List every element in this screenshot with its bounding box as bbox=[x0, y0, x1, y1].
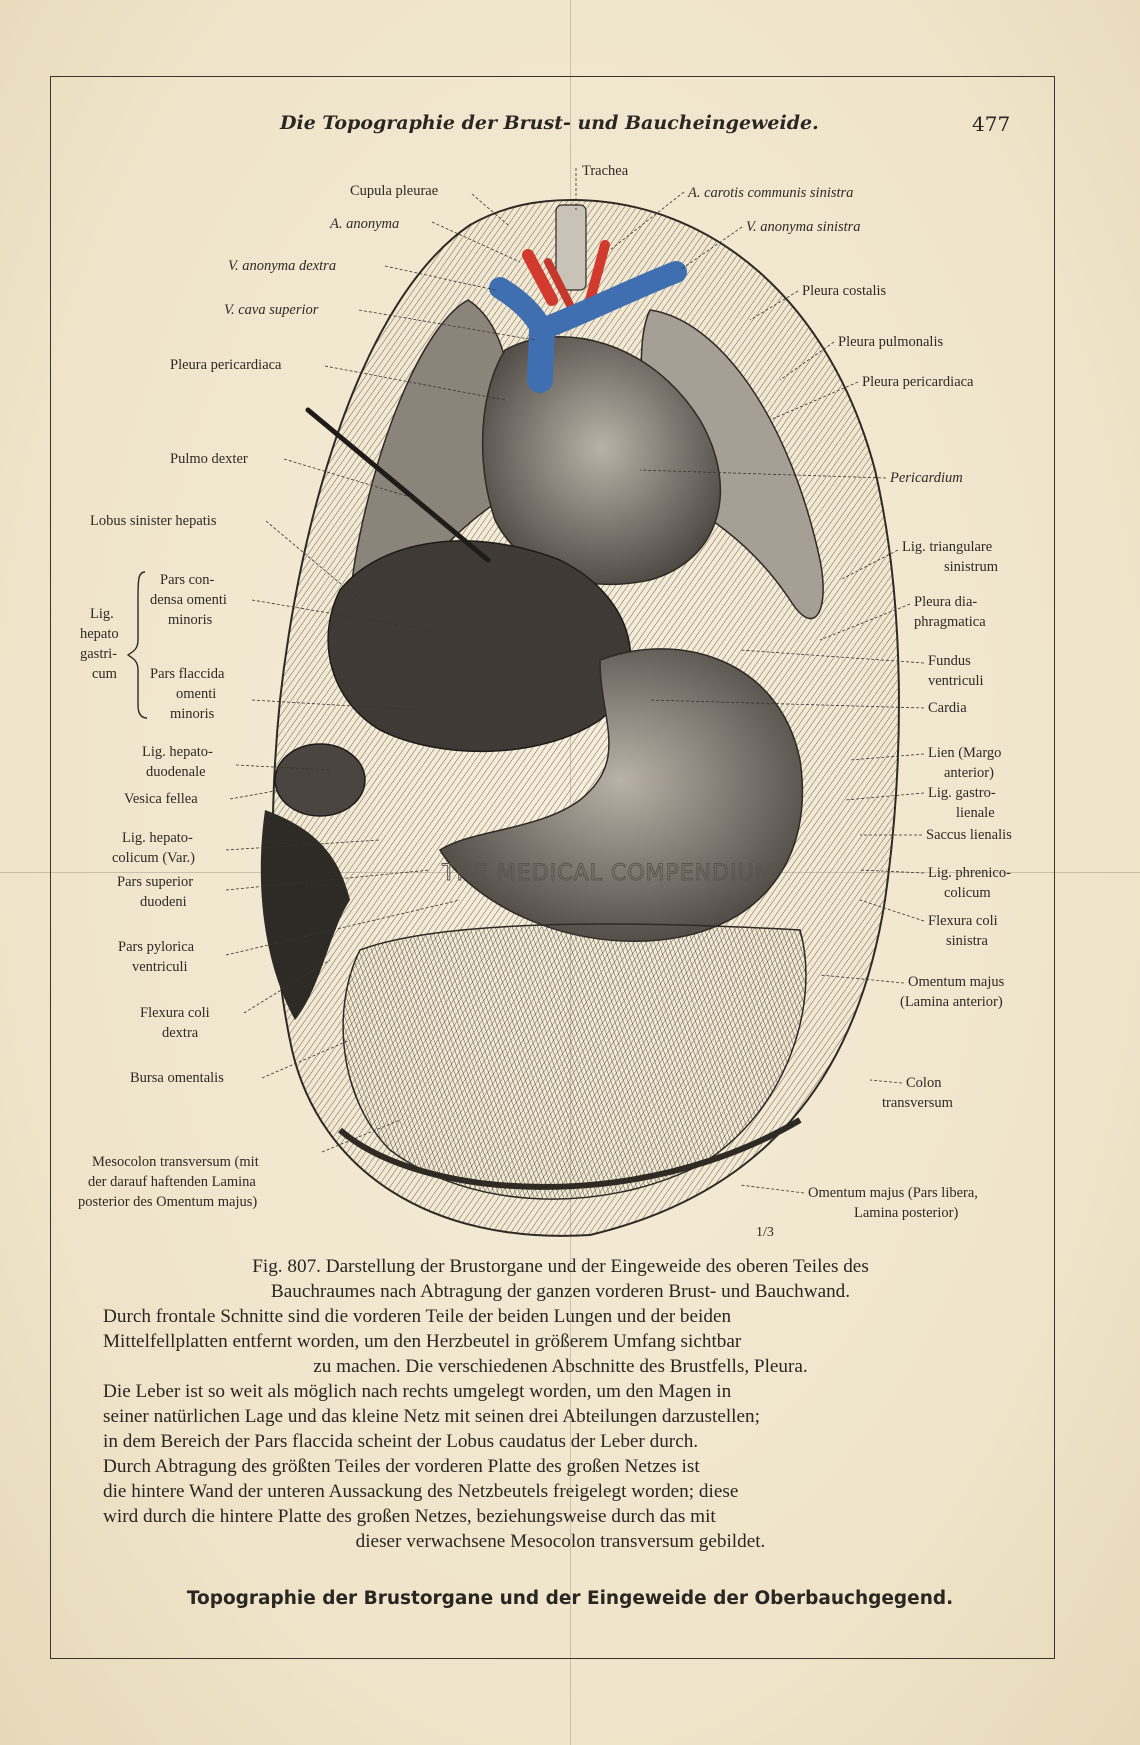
label-v-anonyma-sinistra: V. anonyma sinistra bbox=[746, 219, 861, 235]
label-pleura-diaphragmatica-1: Pleura dia- bbox=[914, 594, 978, 610]
label-v-cava-superior: V. cava superior bbox=[224, 302, 319, 318]
label-lig-triangulare-2: sinistrum bbox=[944, 559, 998, 575]
label-lig-phrenicocolicum-1: Lig. phrenico- bbox=[928, 865, 1011, 881]
label-fundus-1: Fundus bbox=[928, 653, 971, 669]
label-mesocolon-2: der darauf haftenden Lamina bbox=[88, 1174, 256, 1190]
label-flexura-coli-dextra-2: dextra bbox=[162, 1025, 199, 1041]
label-lig-gastrolienale-2: lienale bbox=[956, 805, 995, 821]
caption-line: wird durch die hintere Platte des großen Netzes, beziehungsweise durch das mit bbox=[103, 1506, 716, 1527]
label-lien-2: anterior) bbox=[944, 765, 994, 781]
label-a-carotis: A. carotis communis sinistra bbox=[688, 185, 854, 201]
label-mesocolon-3: posterior des Omentum majus) bbox=[78, 1194, 258, 1210]
caption-line: Durch Abtragung des größten Teiles der vorderen Platte des großen Netzes ist bbox=[103, 1456, 700, 1477]
label-pleura-diaphragmatica-2: phragmatica bbox=[914, 614, 986, 630]
label-pericardium: Pericardium bbox=[890, 470, 963, 486]
watermark: THE MEDICAL COMPENDIUM bbox=[442, 861, 775, 886]
label-pleura-costalis: Pleura costalis bbox=[802, 283, 887, 299]
caption-line: Fig. 807. Darstellung der Brustorgane und der Eingeweide des oberen Teiles des bbox=[252, 1256, 869, 1277]
caption-line: Die Leber ist so weit als möglich nach rechts umgelegt worden, um den Magen in bbox=[103, 1381, 732, 1402]
caption-line: seiner natürlichen Lage und das kleine Netz mit seinen drei Abteilungen darzustellen; bbox=[103, 1406, 760, 1427]
label-mesocolon-1: Mesocolon transversum (mit bbox=[92, 1154, 259, 1170]
page-number: 477 bbox=[972, 112, 1011, 136]
label-pulmo-dexter: Pulmo dexter bbox=[170, 451, 248, 467]
label-trachea: Trachea bbox=[582, 163, 629, 179]
label-lig-2: hepato bbox=[80, 626, 119, 642]
caption-line: Durch frontale Schnitte sind die vorderen Teile der beiden Lungen und der beiden bbox=[103, 1306, 732, 1327]
label-flexura-coli-sinistra-1: Flexura coli bbox=[928, 913, 998, 929]
label-saccus-lienalis: Saccus lienalis bbox=[926, 827, 1012, 843]
page-subtitle: Topographie der Brustorgane und der Eingeweide der Oberbauchgegend. bbox=[186, 1588, 954, 1609]
label-lig-hepatocolicum-2: colicum (Var.) bbox=[112, 850, 195, 866]
label-pars-condensa-2: densa omenti bbox=[150, 592, 227, 608]
label-pars-flaccida-2: omenti bbox=[176, 686, 217, 702]
label-pars-condensa-3: minoris bbox=[168, 612, 213, 628]
label-cardia: Cardia bbox=[928, 700, 967, 716]
label-lig-triangulare-1: Lig. triangulare bbox=[902, 539, 993, 555]
label-lien-1: Lien (Margo bbox=[928, 745, 1002, 761]
label-omentum-majus-anterior-2: (Lamina anterior) bbox=[900, 994, 1003, 1010]
label-pars-condensa-1: Pars con- bbox=[160, 572, 215, 588]
label-lig-hepatoduodenale-1: Lig. hepato- bbox=[142, 744, 213, 760]
label-pleura-pericardiaca-right: Pleura pericardiaca bbox=[862, 374, 974, 390]
label-omentum-majus-posterior-2: Lamina posterior) bbox=[854, 1205, 959, 1221]
brace-lig-hepatogastricum bbox=[128, 572, 147, 718]
label-lig-hepatoduodenale-2: duodenale bbox=[146, 764, 206, 780]
label-pars-pylorica-1: Pars pylorica bbox=[118, 939, 195, 955]
label-flexura-coli-sinistra-2: sinistra bbox=[946, 933, 988, 949]
label-lig-gastrolienale-1: Lig. gastro- bbox=[928, 785, 996, 801]
caption-line: Mittelfellplatten entfernt worden, um den Herzbeutel in größerem Umfang sichtbar bbox=[103, 1331, 742, 1352]
label-pleura-pulmonalis: Pleura pulmonalis bbox=[838, 334, 944, 350]
figure-caption bbox=[103, 1254, 1018, 1554]
caption-line: Bauchraumes nach Abtragung der ganzen vorderen Brust- und Bauchwand. bbox=[270, 1281, 851, 1302]
label-lig-3: gastri- bbox=[80, 646, 118, 662]
label-lig-hepatocolicum-1: Lig. hepato- bbox=[122, 830, 193, 846]
label-flexura-coli-dextra-1: Flexura coli bbox=[140, 1005, 210, 1021]
v-cava-superior bbox=[540, 330, 542, 380]
label-cupula-pleurae: Cupula pleurae bbox=[350, 183, 439, 199]
label-pars-pylorica-2: ventriculi bbox=[132, 959, 188, 975]
label-omentum-majus-posterior-1: Omentum majus (Pars libera, bbox=[808, 1185, 978, 1201]
label-pars-flaccida-1: Pars flaccida bbox=[150, 666, 225, 682]
label-pleura-pericardiaca-left: Pleura pericardiaca bbox=[170, 357, 282, 373]
label-colon-transversum-1: Colon bbox=[906, 1075, 942, 1091]
label-pars-flaccida-3: minoris bbox=[170, 706, 215, 722]
running-title: Die Topographie der Brust- und Baucheingeweide. bbox=[280, 112, 819, 134]
label-pars-superior-2: duodeni bbox=[140, 894, 187, 910]
label-pars-superior-1: Pars superior bbox=[117, 874, 194, 890]
label-colon-transversum-2: transversum bbox=[882, 1095, 953, 1111]
scale-label: 1/3 bbox=[756, 1225, 774, 1240]
label-bursa-omentalis: Bursa omentalis bbox=[130, 1070, 224, 1086]
label-lig-4: cum bbox=[92, 666, 117, 682]
label-lobus-sinister-hepatis: Lobus sinister hepatis bbox=[90, 513, 217, 529]
label-fundus-2: ventriculi bbox=[928, 673, 984, 689]
caption-line: dieser verwachsene Mesocolon transversum gebildet. bbox=[355, 1531, 766, 1552]
vesica-fellea bbox=[275, 744, 365, 816]
caption-line: die hintere Wand der unteren Aussackung des Netzbeutels freigelegt worden; diese bbox=[103, 1481, 739, 1502]
label-lig-phrenicocolicum-2: colicum bbox=[944, 885, 991, 901]
trachea bbox=[556, 205, 586, 290]
label-omentum-majus-anterior-1: Omentum majus bbox=[908, 974, 1005, 990]
label-vesica-fellea: Vesica fellea bbox=[124, 791, 198, 807]
label-lig-1: Lig. bbox=[90, 606, 114, 622]
label-v-anonyma-dextra: V. anonyma dextra bbox=[228, 258, 337, 274]
caption-line: in dem Bereich der Pars flaccida scheint der Lobus caudatus der Leber durch. bbox=[103, 1431, 699, 1452]
caption-line: zu machen. Die verschiedenen Abschnitte des Brustfells, Pleura. bbox=[313, 1356, 808, 1377]
label-a-anonyma: A. anonyma bbox=[330, 216, 400, 232]
